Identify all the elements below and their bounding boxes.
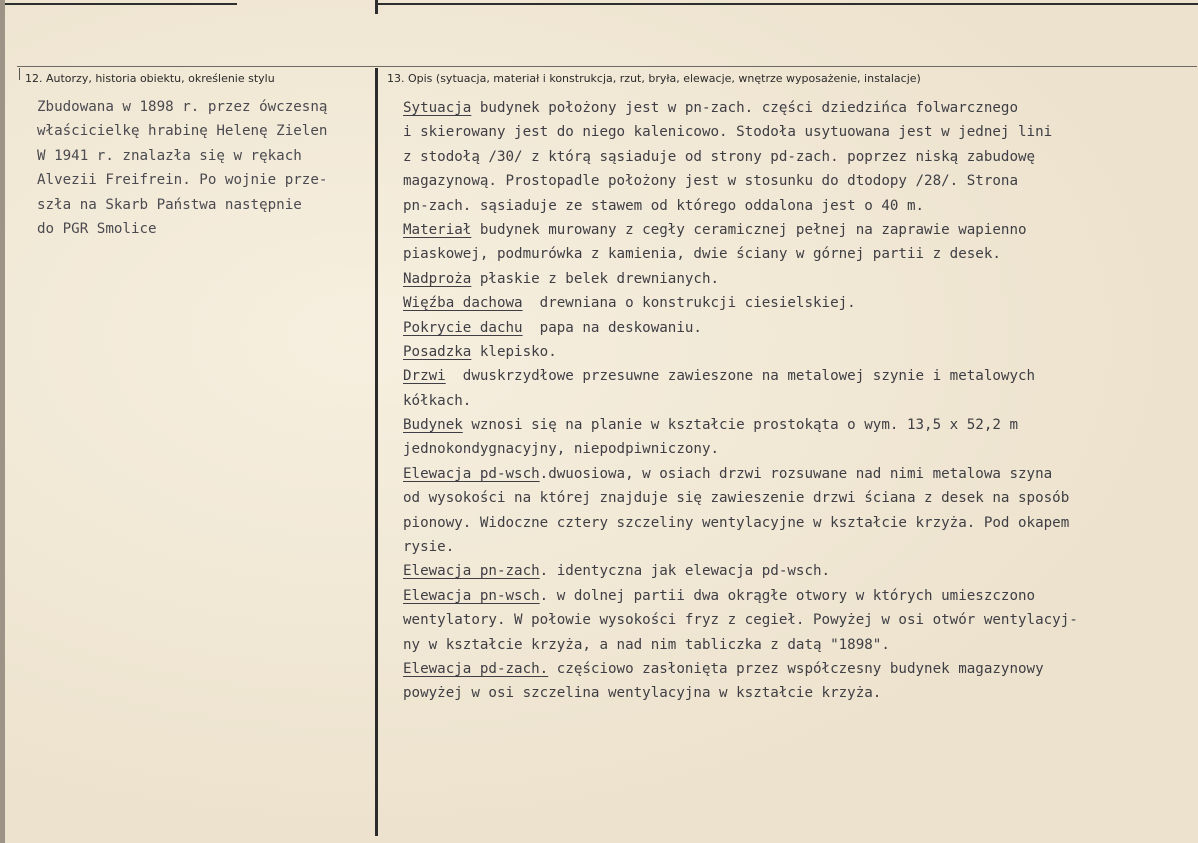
section-label: Elewacja pn-wsch — [403, 587, 540, 604]
description-text-run: drewniana o konstrukcji ciesielskiej. — [522, 295, 856, 312]
history-line: właścicielkę hrabinę Helenę Zielen — [37, 123, 328, 140]
section-label: Nadproża — [403, 270, 472, 287]
section-label: Elewacja pn-zach — [403, 563, 540, 580]
section-label: Posadzka — [403, 343, 472, 360]
description-text-run: rysie. — [403, 539, 455, 556]
description-line — [403, 511, 1193, 535]
description-text-run: papa na deskowaniu. — [522, 319, 702, 336]
description-text-run: piaskowej, podmurówka z kamienia, dwie ściany w górnej partii z desek. — [403, 246, 1001, 263]
description-text-run: płaskie z belek drewnianych. — [471, 270, 720, 287]
description-line — [403, 96, 1193, 120]
description-text-run: klepisko. — [471, 343, 557, 360]
description-line — [403, 437, 1193, 461]
description-text — [403, 96, 1193, 706]
section-label: Budynek — [403, 417, 463, 434]
description-line — [403, 340, 1193, 364]
description-text-run: . identyczna jak elewacja pd-wsch. — [539, 563, 831, 580]
header-rule — [17, 66, 1197, 67]
top-rule — [377, 3, 1198, 5]
description-line — [403, 486, 1193, 510]
description-text-run: .dwuosiowa, w osiach drzwi rozsuwane nad nimi metalowa szyna — [539, 465, 1053, 482]
description-text-run: pionowy. Widoczne cztery szczeliny wentylacyjne w kształcie krzyża. Pod okapem — [403, 514, 1070, 531]
description-line — [403, 584, 1193, 608]
description-text-run: pn-zach. sąsiaduje ze stawem od którego oddalona jest o 40 m. — [403, 197, 925, 214]
description-line — [403, 316, 1193, 340]
description-text-run: od wysokości na której znajduje się zawieszenie drzwi ściana z desek na sposób — [403, 490, 1070, 507]
description-text-run: wznosi się na planie w kształcie prostokąta o wym. 13,5 x 52,2 m — [462, 417, 1019, 434]
section-13-header: 13. Opis (sytuacja, materiał i konstrukcja, rzut, bryła, elewacje, wnętrze wyposażenie, instalacje) — [387, 72, 921, 85]
history-text — [37, 95, 373, 241]
description-line — [403, 633, 1193, 657]
description-line — [403, 389, 1193, 413]
description-line — [403, 194, 1193, 218]
description-line — [403, 242, 1193, 266]
description-line — [403, 559, 1193, 583]
description-text-run: magazynową. Prostopadle położony jest w stosunku do dtodopy /28/. Strona — [403, 173, 1018, 190]
description-line — [403, 364, 1193, 388]
description-text-run: . w dolnej partii dwa okrągłe otwory w których umieszczono — [539, 587, 1036, 604]
section-label: Elewacja pd-zach. — [403, 660, 549, 677]
description-line — [403, 681, 1193, 705]
section-label: Sytuacja — [403, 100, 472, 116]
description-text-run: częściowo zasłonięta przez współczesny budynek magazynowy — [548, 660, 1044, 677]
history-line: Zbudowana w 1898 r. przez ówczesną — [37, 99, 328, 115]
description-line — [403, 169, 1193, 193]
description-text-run: budynek murowany z cegły ceramicznej pełnej na zaprawie wapienno — [471, 221, 1027, 238]
description-line — [403, 608, 1193, 632]
description-text-run: i skierowany jest do niego kalenicowo. Stodoła usytuowana jest w jednej lini — [403, 124, 1053, 141]
section-label: Pokrycie dachu — [403, 319, 523, 336]
history-line: do PGR Smolice — [37, 220, 157, 237]
history-line: szła na Skarb Państwa następnie — [37, 196, 302, 213]
description-text-run: powyżej w osi szczelina wentylacyjna w kształcie krzyża. — [403, 685, 882, 702]
top-rule — [5, 3, 237, 5]
section-label: Więźba dachowa — [403, 295, 523, 312]
section-label: Elewacja pd-wsch — [403, 465, 540, 482]
description-line — [403, 657, 1193, 681]
description-line — [403, 413, 1193, 437]
description-line — [403, 535, 1193, 559]
column-divider — [375, 68, 378, 836]
description-line — [403, 120, 1193, 144]
description-text-run: budynek położony jest w pn-zach. części dziedzińca folwarcznego — [471, 100, 1019, 116]
description-line — [403, 291, 1193, 315]
history-line: Alvezii Freifrein. Po wojnie prze- — [37, 172, 328, 189]
description-line — [403, 145, 1193, 169]
description-text-run: dwuskrzydłowe przesuwne zawieszone na metalowej szynie i metalowych — [445, 368, 1036, 385]
description-line — [403, 462, 1193, 486]
history-line: W 1941 r. znalazła się w rękach — [37, 147, 302, 164]
description-text-run: ny w kształcie krzyża, a nad nim tabliczka z datą "1898". — [403, 636, 890, 653]
description-line — [403, 218, 1193, 242]
section-12-header: 12. Autorzy, historia obiektu, określenie stylu — [25, 72, 275, 85]
description-text-run: kółkach. — [403, 392, 472, 409]
section-label: Materiał — [403, 221, 472, 238]
description-text-run: z stodołą /30/ z którą sąsiaduje od strony pd-zach. poprzez niską zabudowę — [403, 148, 1036, 165]
description-text-run: jednokondygnacyjny, niepodpiwniczony. — [403, 441, 720, 458]
description-text-run: wentylatory. W połowie wysokości fryz z cegieł. Powyżej w osi otwór wentylacyj- — [403, 612, 1078, 629]
column-tick — [19, 68, 20, 80]
column-notch — [375, 0, 378, 14]
section-label: Drzwi — [403, 368, 446, 385]
description-line — [403, 267, 1193, 291]
